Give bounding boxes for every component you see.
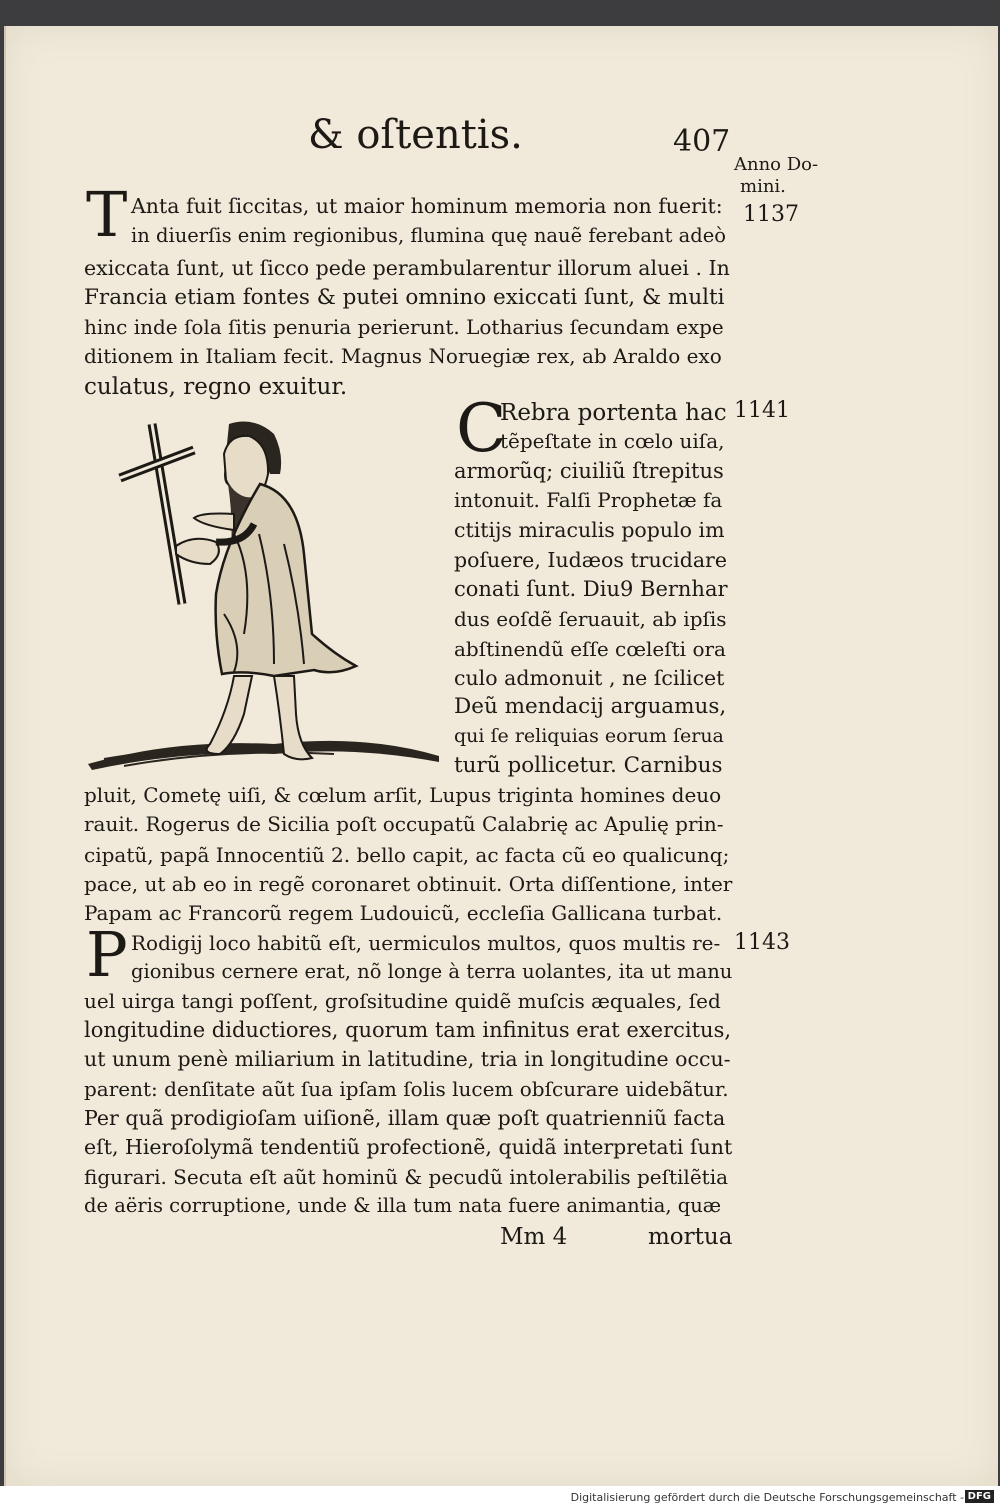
drop-cap-p: P: [86, 918, 128, 991]
text-line: conati ſunt. Diu9 Bernhar: [454, 577, 728, 601]
text-line: Francia etiam fontes & putei omnino exiccati ſunt, & multi: [84, 285, 725, 310]
text-line: longitudine diductiores, quorum tam infinitus erat exercitus,: [84, 1018, 732, 1042]
text-line: hinc inde ſola ſitis penuria perierunt. Lotharius ſecundam expe: [84, 315, 724, 339]
margin-year-1141: 1141: [734, 398, 790, 423]
text-line: pace, ut ab eo in regẽ coronaret obtinuit. Orta diſſentione, inter: [84, 872, 733, 896]
text-line: dus eoſdẽ ſeruauit, ab ipſis: [454, 607, 727, 631]
text-line: intonuit. Falſi Prophetæ fa: [454, 488, 723, 512]
text-line: ctitijs miraculis populo im: [454, 518, 725, 542]
page-number: 407: [673, 124, 731, 159]
text-line: armorũq; ciuiliũ ſtrepitus: [454, 459, 724, 483]
funding-credit: Digitalisierung gefördert durch die Deutsche Forschungsgemeinschaft -: [570, 1491, 964, 1504]
text-line: parent: denſitate aũt ſua ipſam ſolis lucem obſcurare uidebãtur.: [84, 1077, 729, 1101]
text-line: Deũ mendacij arguamus,: [454, 694, 727, 719]
dfg-logo: DFG: [965, 1490, 994, 1503]
text-line: culatus, regno exuitur.: [84, 374, 348, 400]
text-line: ut unum penè miliarium in latitudine, tria in longitudine occu-: [84, 1047, 731, 1071]
text-line: ditionem in Italiam fecit. Magnus Noruegiæ rex, ab Araldo exo: [84, 344, 722, 368]
catchword: mortua: [648, 1224, 733, 1250]
margin-mini: mini.: [740, 176, 786, 197]
woodcut-pilgrim-illustration: [84, 414, 444, 774]
margin-year-1137: 1137: [743, 202, 799, 227]
text-line: gionibus cernere erat, nõ longe à terra uolantes, ita ut manu: [131, 960, 733, 983]
text-line: Rebra portenta hac: [500, 400, 727, 426]
margin-year-1143: 1143: [734, 930, 790, 955]
text-line: qui ſe reliquias eorum ſerua: [454, 725, 724, 747]
text-line: poſuere, Iudæos trucidare: [454, 548, 727, 572]
text-line: Per quã prodigioſam uiſionẽ, illam quæ poſt quatrienniũ facta: [84, 1106, 726, 1130]
text-line: in diuerſis enim regionibus, flumina quę nauẽ ferebant adeò: [131, 224, 727, 247]
drop-cap-c: C: [456, 390, 507, 467]
text-line: Rodigij loco habitũ eſt, uermiculos multos, quos multis re-: [131, 931, 721, 955]
margin-anno: Anno Do-: [734, 154, 819, 175]
text-line: exiccata ſunt, ut ſicco pede perambularentur illorum aluei . In: [84, 256, 730, 280]
text-line: Anta fuit ſiccitas, ut maior hominum memoria non fuerit:: [131, 194, 723, 218]
text-line: pluit, Cometę uiſi, & cœlum arſit, Lupus triginta homines deuo: [84, 783, 722, 807]
text-line: eſt, Hieroſolymã tendentiũ profectionẽ, quidã interpretati ſunt: [84, 1135, 733, 1159]
text-line: abſtinendũ eſſe cœleſti ora: [454, 637, 726, 661]
text-line: culo admonuit , ne ſcilicet: [454, 666, 725, 690]
text-line: cipatũ, papã Innocentiũ 2. bello capit, ac facta cũ eo qualicunq;: [84, 843, 730, 867]
text-line: figurari. Secuta eſt aũt hominũ & pecudũ intolerabilis peſtilẽtia: [84, 1165, 729, 1189]
text-line: tẽpeſtate in cœlo uiſa,: [500, 429, 725, 453]
running-header: & oſtentis.: [308, 112, 523, 158]
drop-cap-t: T: [86, 178, 128, 251]
signature-mark: Mm 4: [500, 1224, 568, 1250]
text-line: uel uirga tangi poſſent, groſsitudine quidẽ muſcis æquales, ſed: [84, 989, 721, 1013]
text-line: turũ pollicetur. Carnibus: [454, 753, 723, 778]
footer-bar: [0, 1486, 1000, 1511]
text-line: Papam ac Francorũ regem Ludouicũ, eccleſia Gallicana turbat.: [84, 901, 723, 925]
text-line: de aëris corruptione, unde & illa tum nata fuere animantia, quæ: [84, 1194, 722, 1217]
text-line: rauit. Rogerus de Sicilia poſt occupatũ Calabrię ac Apulię prin-: [84, 812, 724, 836]
